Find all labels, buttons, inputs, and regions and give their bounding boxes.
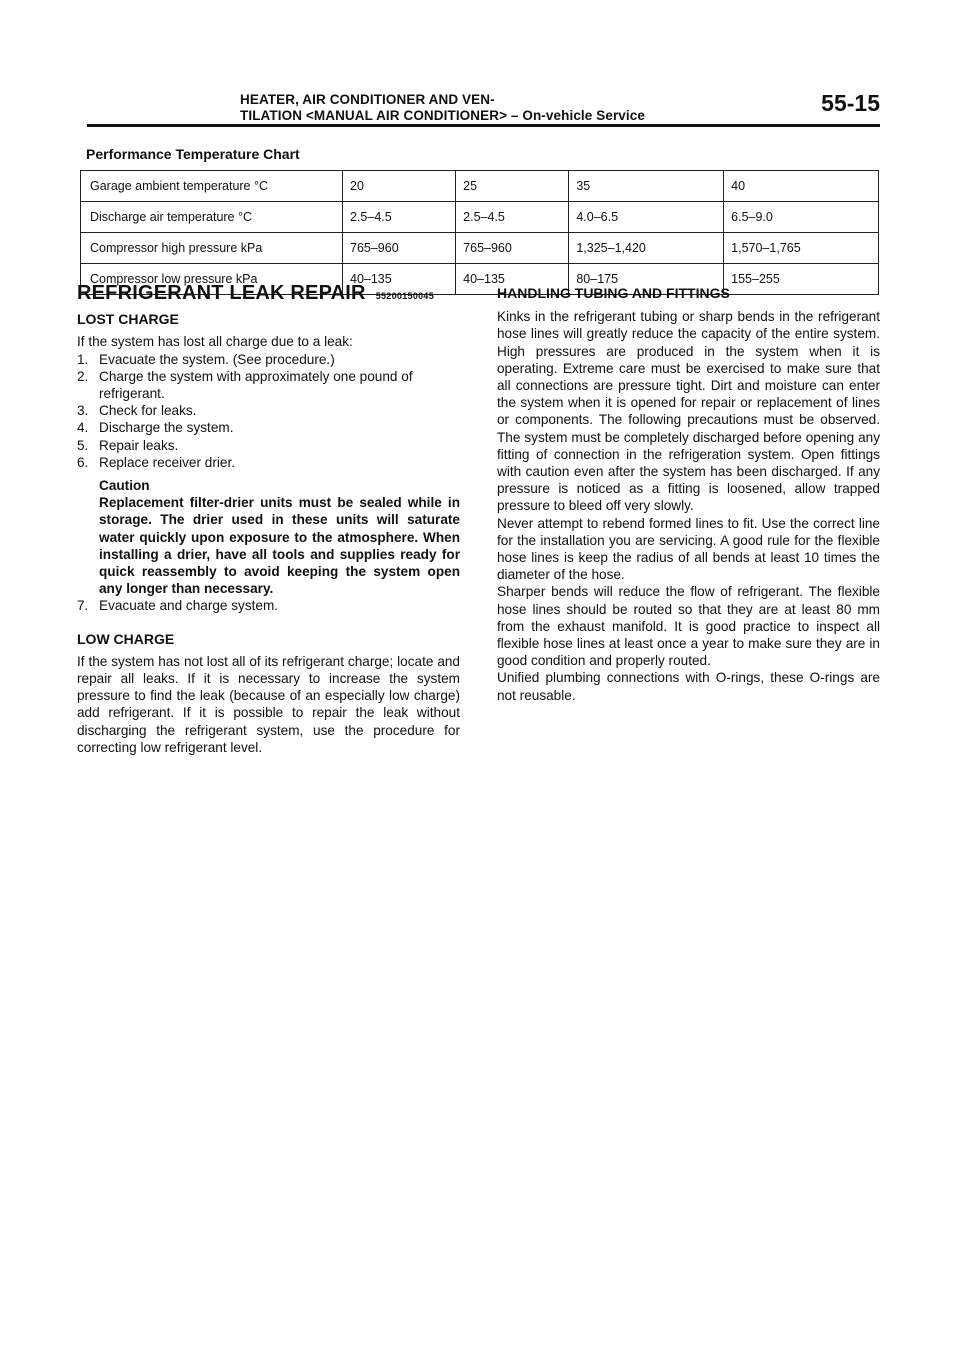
chart-title: Performance Temperature Chart <box>86 146 300 162</box>
step-text: Evacuate and charge system. <box>99 598 279 614</box>
value-cell: 4.0–6.5 <box>569 202 724 233</box>
table-row <box>81 233 879 264</box>
lost-charge-intro: If the system has lost all charge due to a leak: <box>77 334 353 350</box>
list-item <box>77 419 460 436</box>
step-number: 4. <box>77 420 89 436</box>
table-row <box>81 171 879 202</box>
value-cell: 2.5–4.5 <box>456 202 569 233</box>
step-number: 2. <box>77 368 89 384</box>
leak-repair-heading <box>77 282 460 305</box>
step-number: 7. <box>77 598 89 614</box>
value-cell: 40 <box>724 171 879 202</box>
handling-paragraphs <box>497 308 880 704</box>
leak-repair-title: REFRIGERANT LEAK REPAIR <box>77 282 366 304</box>
value-cell: 155–255 <box>724 264 879 295</box>
step-text: Check for leaks. <box>99 403 197 419</box>
section-title <box>240 92 645 124</box>
handling-heading: HANDLING TUBING AND FITTINGS <box>497 285 730 301</box>
value-cell: 80–175 <box>569 264 724 295</box>
value-cell: 765–960 <box>456 233 569 264</box>
section-title-line-2: TILATION <MANUAL AIR CONDITIONER> – On-vehicle Service <box>240 108 645 123</box>
value-cell: 1,570–1,765 <box>724 233 879 264</box>
caution-text: Replacement filter-drier units must be sealed while in storage. The drier used in these units will saturate water quickly upon exposure to the atmosphere. When installing a drier, have all tools and supplies ready for quick reassembly to avoid keeping the system open any longer than necessary. <box>99 495 460 597</box>
row-label-cell: Garage ambient temperature °C <box>81 171 343 202</box>
value-cell: 40–135 <box>456 264 569 295</box>
step-text: Evacuate the system. (See procedure.) <box>99 351 335 367</box>
list-item <box>77 597 460 614</box>
page-number: 55-15 <box>821 90 880 116</box>
caution-title: Caution <box>99 478 150 494</box>
list-item <box>77 402 460 419</box>
step-text: Charge the system with approximately one pound of refrigerant. <box>99 368 413 402</box>
step-text: Replace receiver drier. <box>99 454 235 470</box>
right-column <box>497 285 880 704</box>
page-header <box>170 88 880 128</box>
list-item <box>77 437 460 454</box>
step-text: Discharge the system. <box>99 420 234 436</box>
left-column <box>77 282 460 756</box>
handling-paragraph: Unified plumbing connections with O-rings, these O-rings are not reusable. <box>497 670 880 703</box>
section-title-line-1: HEATER, AIR CONDITIONER AND VEN- <box>240 92 495 107</box>
value-cell: 35 <box>569 171 724 202</box>
table-row <box>81 202 879 233</box>
list-item <box>77 454 460 471</box>
handling-paragraph: Never attempt to rebend formed lines to fit. Use the correct line for the installation you are servicing. A good rule for the flexible hose lines is keep the radius of all bends at least 10 times the diameter of the hose. <box>497 515 880 583</box>
lost-charge-steps <box>77 351 460 471</box>
value-cell: 6.5–9.0 <box>724 202 879 233</box>
performance-temperature-table <box>80 170 879 295</box>
list-item <box>77 351 460 368</box>
value-cell: 2.5–4.5 <box>343 202 456 233</box>
lost-charge-heading: LOST CHARGE <box>77 311 179 328</box>
row-label-cell: Compressor high pressure kPa <box>81 233 343 264</box>
value-cell: 25 <box>456 171 569 202</box>
low-charge-text: If the system has not lost all of its refrigerant charge; locate and repair all leaks. If it is necessary to increase the system pressure to find the leak (because of an especially low charge) add refrigerant. If it is possible to repair the leak without discharging the refrigerant system, use the procedure for correcting low refrigerant level. <box>77 653 460 755</box>
lost-charge-final-step <box>77 597 460 614</box>
handling-paragraph: Sharper bends will reduce the flow of refrigerant. The flexible hose lines should be routed so that they are at least 80 mm from the exhaust manifold. It is good practice to inspect all flexible hose lines at least once a year to make sure they are in good condition and properly routed. <box>497 584 880 669</box>
section-code: 55200150045 <box>375 291 435 301</box>
value-cell: 765–960 <box>343 233 456 264</box>
step-text: Repair leaks. <box>99 437 179 453</box>
step-number: 1. <box>77 351 89 367</box>
header-rule <box>87 124 880 127</box>
value-cell: 40–135 <box>343 264 456 295</box>
step-number: 5. <box>77 437 89 453</box>
list-item <box>77 368 460 402</box>
low-charge-heading: LOW CHARGE <box>77 630 175 647</box>
row-label-cell: Compressor low pressure kPa <box>81 264 343 295</box>
performance-table-body <box>81 171 879 295</box>
caution-box <box>77 477 460 597</box>
row-label-cell: Discharge air temperature °C <box>81 202 343 233</box>
value-cell: 20 <box>343 171 456 202</box>
value-cell: 1,325–1,420 <box>569 233 724 264</box>
step-number: 6. <box>77 454 89 470</box>
handling-paragraph: Kinks in the refrigerant tubing or sharp bends in the refrigerant hose lines will greatly reduce the capacity of the entire system. High pressures are produced in the system when it is operating. Extreme care must be exercised to make sure that all connections are pressure tight. Dirt and moisture can enter the system when it is opened for repair or replacement of lines or components. The following precautions must be observed. The system must be completely discharged before opening any fitting of connection in the refrigeration system. Open fittings with caution even after the system has been discharged. If any pressure is noticed as a fitting is loosened, allow trapped pressure to bleed off very slowly. <box>497 309 880 514</box>
step-number: 3. <box>77 403 89 419</box>
